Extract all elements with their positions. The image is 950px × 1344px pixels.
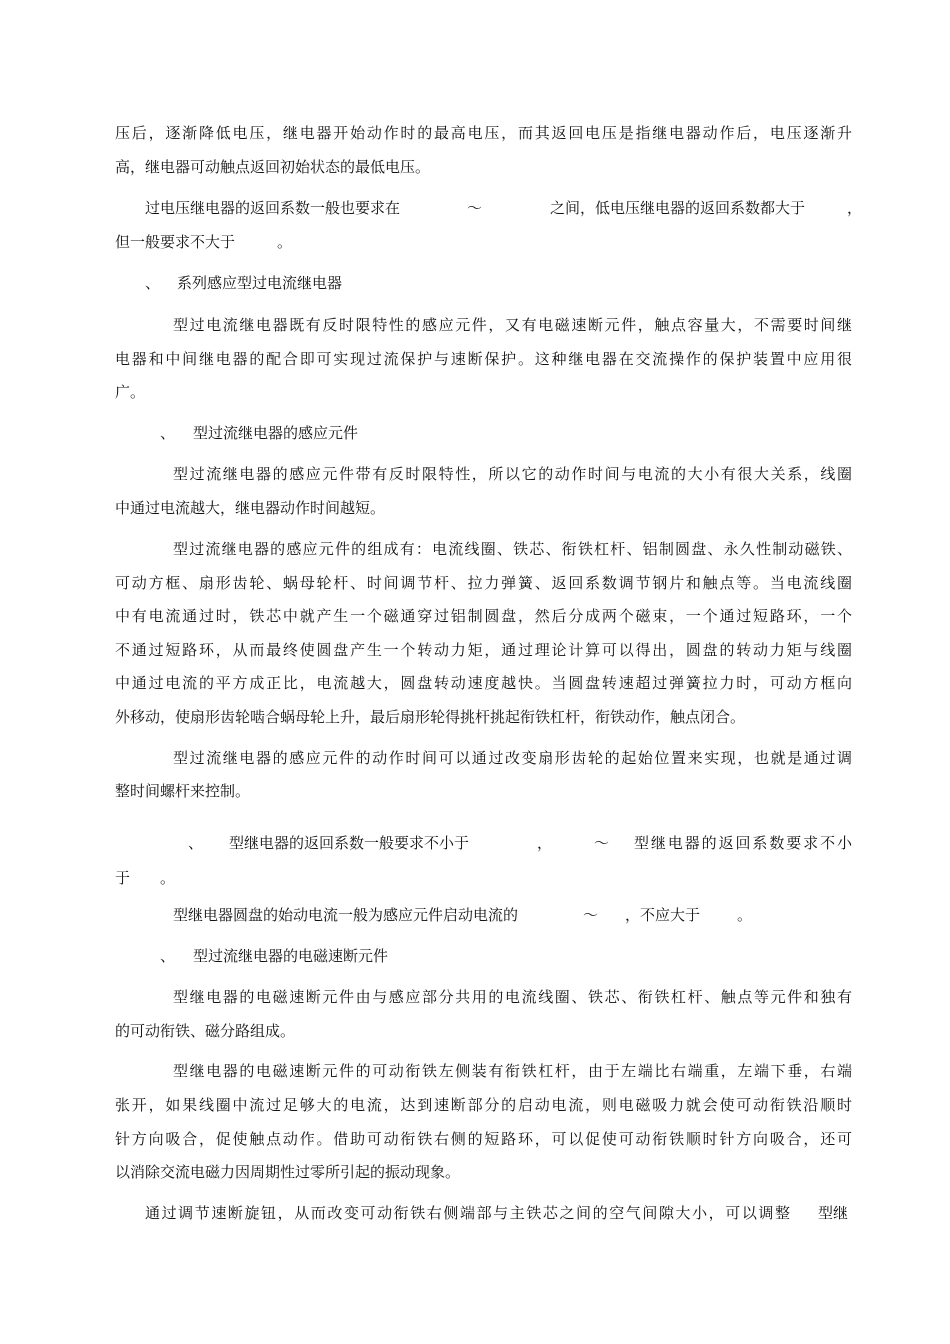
text-segment: 。 [160, 869, 176, 887]
text-line [0, 416, 950, 450]
text-segment: 、 [188, 834, 204, 852]
text-segment: 高，继电器可动触点返回初始状态的最低电压。 [115, 158, 431, 176]
text-segment: ～ [594, 834, 610, 852]
text-line [0, 566, 950, 600]
text-segment: 型继电器的电磁速断元件由与感应部分共用的电流线圈、铁芯、衔铁杠杆、触点等元件和独有 [173, 988, 852, 1006]
text-line [0, 980, 950, 1014]
text-line [0, 1155, 950, 1189]
text-segment: 中有电流通过时，铁芯中就产生一个磁通穿过铝制圆盘，然后分成两个磁束，一个通过短路环，一个 [115, 607, 852, 625]
text-segment: ，不应大于 [625, 906, 701, 924]
text-line [0, 342, 950, 376]
text-segment: 型过流继电器的感应元件的动作时间可以通过改变扇形齿轮的起始位置来实现，也就是通过调 [173, 749, 852, 767]
text-line [0, 1014, 950, 1048]
text-segment: 型过流继电器的感应元件 [193, 424, 359, 442]
text-line [0, 633, 950, 667]
text-segment: 中通过电流的平方成正比，电流越大，圆盘转动速度越快。当圆盘转速超过弹簧拉力时，可动方框向 [115, 674, 852, 692]
text-segment: 但一般要求不大于 [115, 233, 236, 251]
text-segment: 以消除交流电磁力因周期性过零所引起的振动现象。 [115, 1163, 461, 1181]
text-segment: 。 [737, 906, 753, 924]
text-segment: 、 [145, 274, 161, 292]
text-segment: 型继电器的返回系数要求不小 [634, 834, 852, 852]
text-segment: 整时间螺杆来控制。 [115, 782, 251, 800]
text-segment: ～ [583, 906, 599, 924]
text-line [0, 861, 950, 895]
text-segment: 电器和中间继电器的配合即可实现过流保护与速断保护。这种继电器在交流操作的保护装置中应用很 [115, 350, 852, 368]
text-segment: 型过流继电器的感应元件的组成有：电流线圈、铁芯、衔铁杠杆、铝制圆盘、永久性制动磁铁、 [173, 540, 852, 558]
text-segment: ～ [467, 199, 483, 217]
text-segment: ， [537, 834, 553, 852]
text-line [0, 191, 950, 225]
text-line [0, 532, 950, 566]
text-line [0, 700, 950, 734]
text-segment: 过电压继电器的返回系数一般也要求在 [145, 199, 401, 217]
text-segment: 于 [115, 869, 131, 887]
text-line [0, 266, 950, 300]
text-line [0, 599, 950, 633]
text-segment: 的可动衔铁、磁分路组成。 [115, 1022, 296, 1040]
text-segment: 针方向吸合，促使触点动作。借助可动衔铁右侧的短路环，可以促使可动衔铁顺时针方向吸合，还可 [115, 1130, 852, 1148]
text-segment: 型继电器的返回系数一般要求不小于 [229, 834, 470, 852]
text-segment: 系列感应型过电流继电器 [177, 274, 343, 292]
text-line [0, 1054, 950, 1088]
text-line [0, 774, 950, 808]
text-line [0, 1088, 950, 1122]
text-line [0, 375, 950, 409]
text-line [0, 666, 950, 700]
text-segment: 。 [277, 233, 293, 251]
text-segment: 型继 [818, 1204, 849, 1222]
text-segment: 型过流继电器的感应元件带有反时限特性，所以它的动作时间与电流的大小有很大关系，线圈 [173, 465, 852, 483]
text-segment: 压后，逐渐降低电压，继电器开始动作时的最高电压，而其返回电压是指继电器动作后，电压逐渐升 [115, 124, 852, 142]
text-line [0, 150, 950, 184]
text-segment: 外移动，使扇形齿轮啮合蜗母轮上升，最后扇形轮得挑杆挑起衔铁杠杆，衔铁动作，触点闭合。 [115, 708, 746, 726]
text-segment: 广。 [115, 383, 146, 401]
text-segment: ， [847, 199, 863, 217]
text-line [0, 225, 950, 259]
text-line [0, 308, 950, 342]
text-line [0, 939, 950, 973]
text-segment: 型继电器的电磁速断元件的可动衔铁左侧装有衔铁杠杆，由于左端比右端重，左端下垂，右端 [173, 1062, 852, 1080]
text-line [0, 741, 950, 775]
text-segment: 型过流继电器的电磁速断元件 [193, 947, 389, 965]
text-segment: 通过调节速断旋钮，从而改变可动衔铁右侧端部与主铁芯之间的空气间隙大小，可以调整 [145, 1204, 790, 1222]
text-line [0, 457, 950, 491]
text-line [0, 116, 950, 150]
text-segment: 、 [160, 947, 176, 965]
text-segment: 型继电器圆盘的始动电流一般为感应元件启动电流的 [173, 906, 519, 924]
text-segment: 型过电流继电器既有反时限特性的感应元件，又有电磁速断元件，触点容量大，不需要时间继 [173, 316, 852, 334]
text-segment: 不通过短路环，从而最终使圆盘产生一个转动力矩，通过理论计算可以得出，圆盘的转动力矩与线圈 [115, 641, 852, 659]
text-line [0, 898, 950, 932]
text-line [0, 1122, 950, 1156]
text-segment: 、 [160, 424, 176, 442]
text-line [0, 1196, 950, 1230]
text-segment: 之间，低电压继电器的返回系数都大于 [550, 199, 806, 217]
text-segment: 可动方框、扇形齿轮、蜗母轮杆、时间调节杆、拉力弹簧、返回系数调节钢片和触点等。当电流线圈 [115, 574, 852, 592]
text-segment: 中通过电流越大，继电器动作时间越短。 [115, 499, 386, 517]
text-segment: 张开，如果线圈中流过足够大的电流，达到速断部分的启动电流，则电磁吸力就会使可动衔铁沿顺时 [115, 1096, 852, 1114]
text-line [0, 491, 950, 525]
text-line [0, 826, 950, 860]
